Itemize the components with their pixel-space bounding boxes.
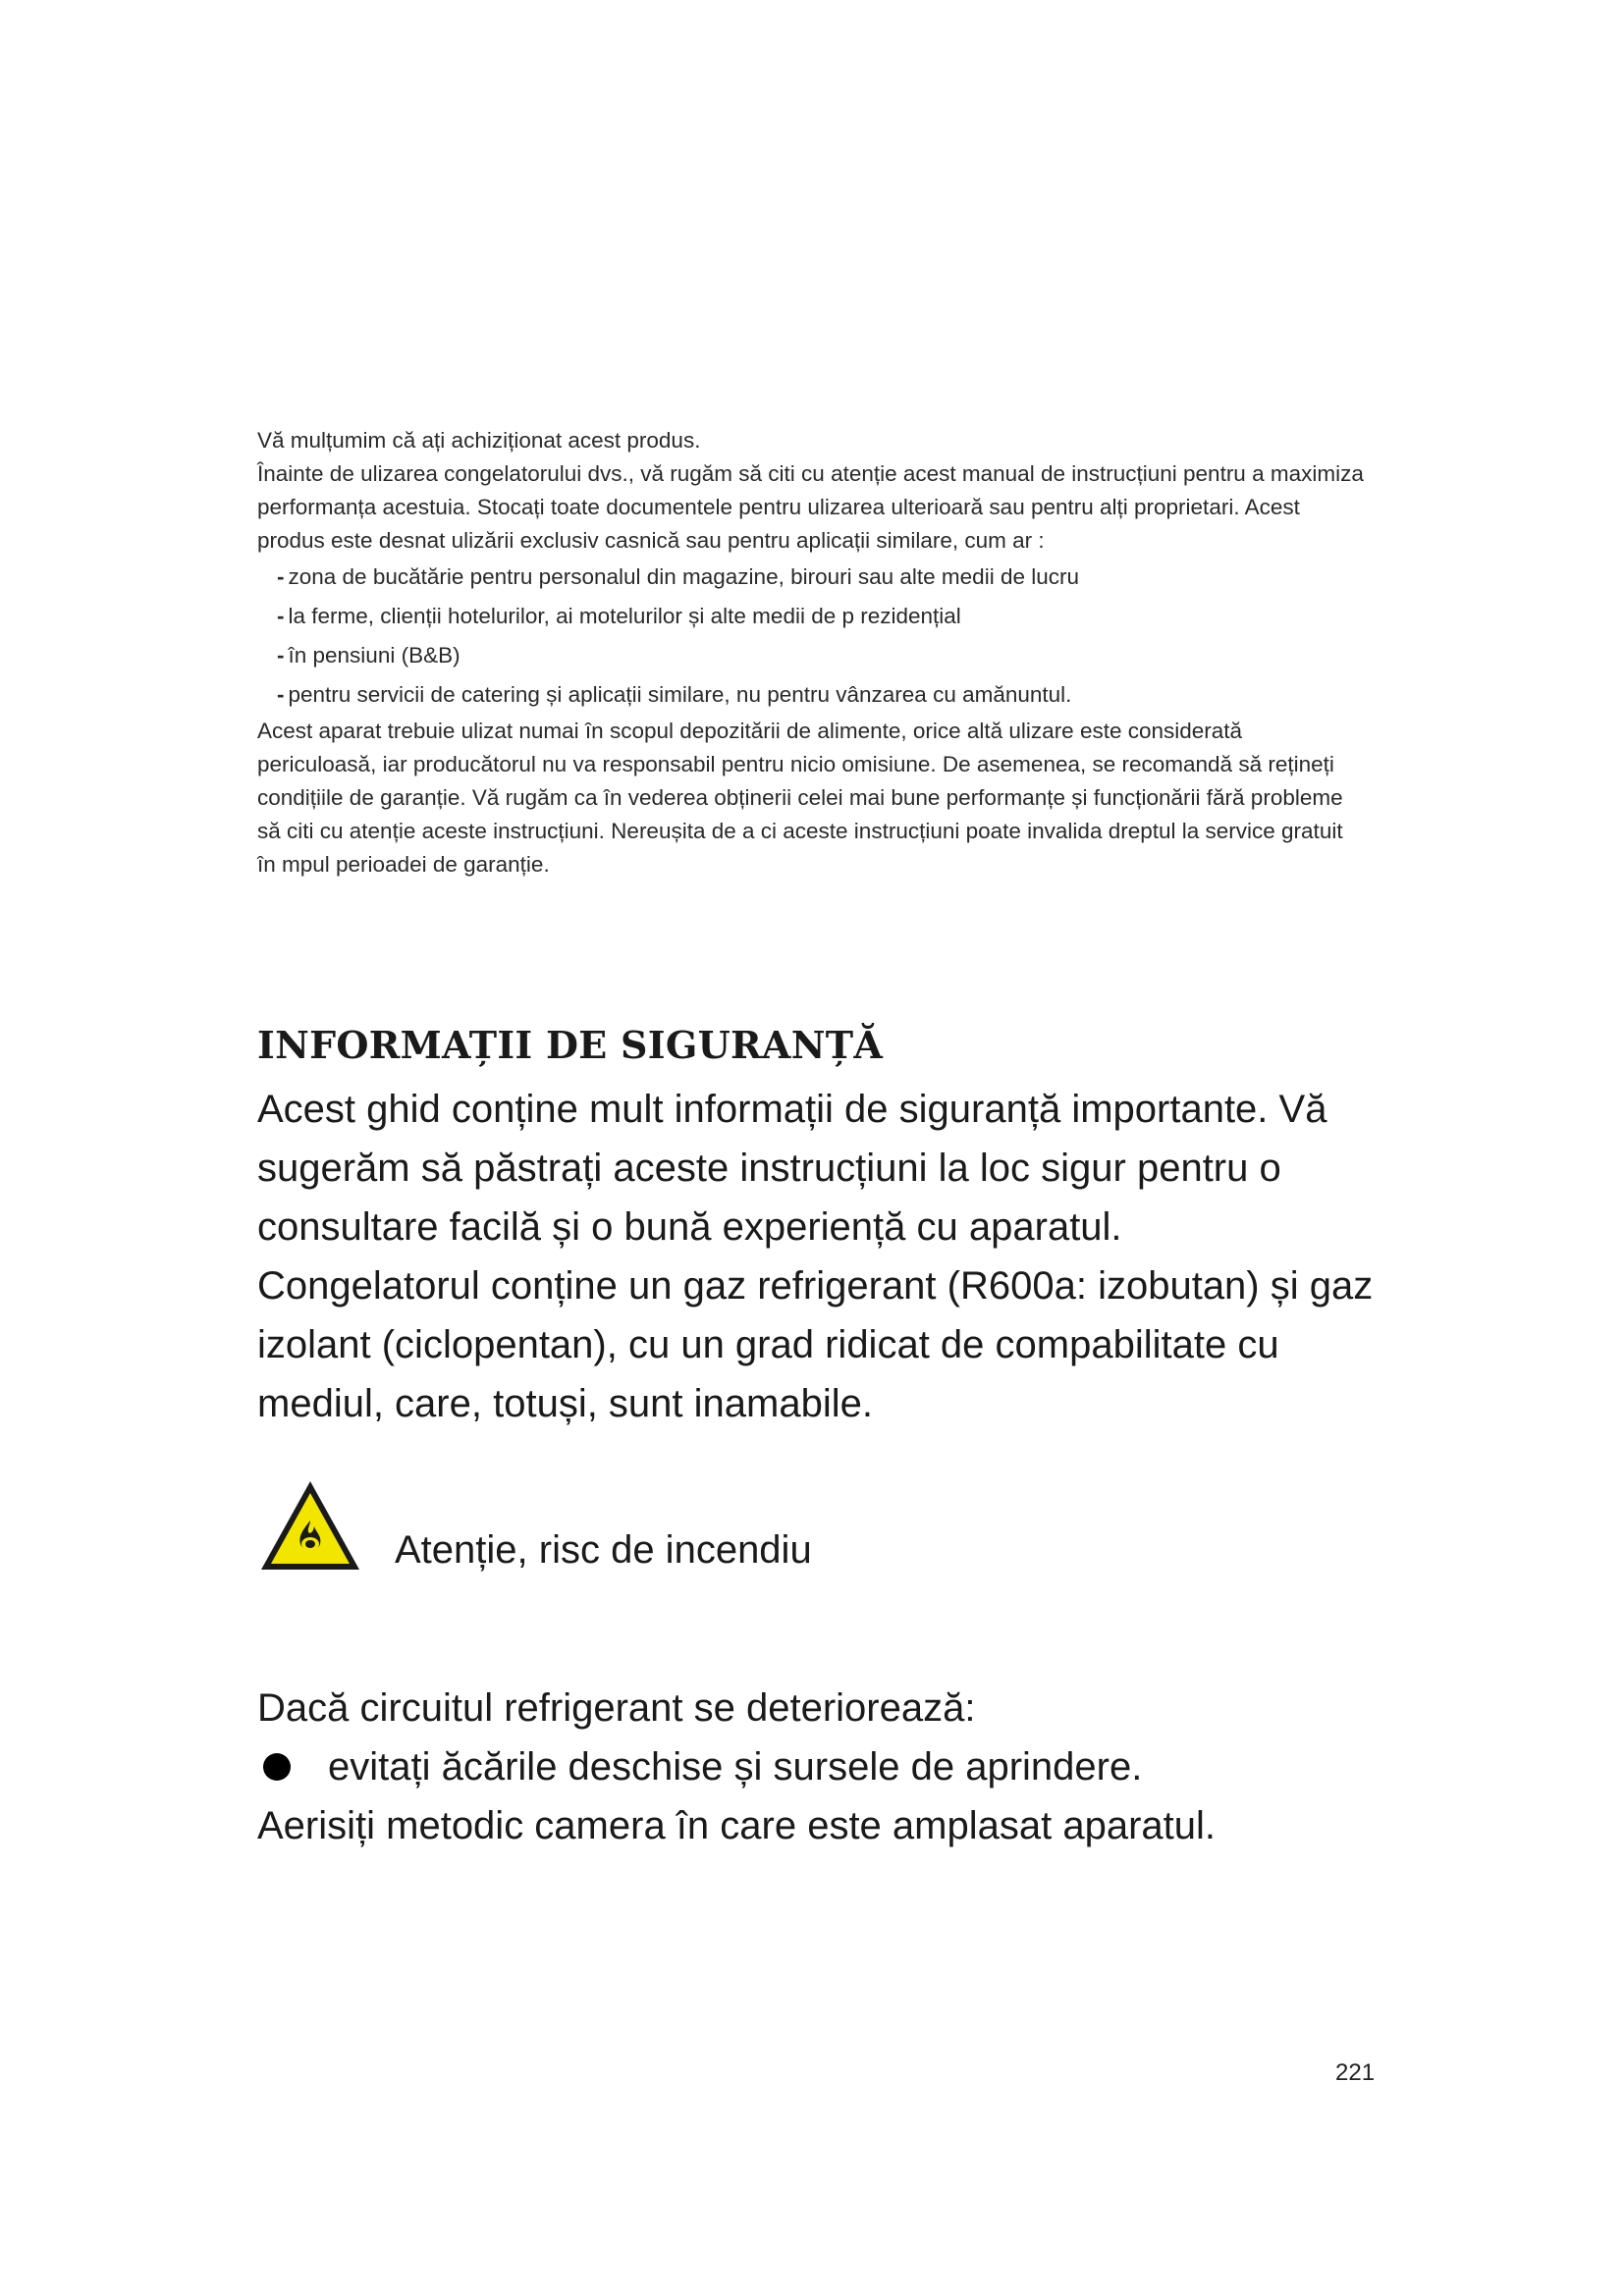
section-title: INFORMAȚII DE SIGURANȚĂ [257, 1023, 884, 1067]
damage-bullet-text: evitați ăcările deschise și sursele de aprindere. [328, 1745, 1143, 1789]
bullet-dot-icon [263, 1753, 291, 1781]
damage-after: Aerisiți metodic camera în care este amplasat aparatul. [257, 1804, 1216, 1847]
thanks-line: Vă mulțumim că ați achiziționat acest produs. [257, 428, 701, 453]
fire-warning [257, 1477, 1141, 1595]
list-item: - zona de bucătărie pentru personalul din magazine, birouri sau alte medii de lucru [277, 564, 1079, 589]
usage-list [257, 558, 1367, 715]
intro-section [257, 424, 1367, 881]
damage-section [257, 1679, 1416, 1855]
warning-label: Atenție, risc de incendiu [395, 1528, 812, 1572]
flammable-warning-icon [257, 1477, 363, 1575]
list-item [257, 1737, 1416, 1796]
intro-paragraph: Înainte de ulizarea congelatorului dvs., vă rugăm să citi cu atenție acest manual de instrucțiuni pentru a maximiza performanța acestuia. Stocați toate documentele pentru ulizarea ulterioară sau pentru alți proprietari. Acest produs este desnat ulizării exclusiv casnică sau pentru aplicații similare, cum ar : [257, 461, 1364, 553]
safety-section [257, 1011, 1416, 1433]
list-item: - pentru servicii de catering și aplicații similare, nu pentru vânzarea cu amănuntul. [277, 682, 1072, 707]
list-item: - în pensiuni (B&B) [277, 643, 460, 667]
safety-paragraph-1: Acest ghid conține mult informații de siguranță importante. Vă sugerăm să păstrați aceste instrucțiuni la loc sigur pentru o consultare facilă și o bună experiență cu aparatul. [257, 1088, 1327, 1249]
page-number: 221 [1335, 2059, 1376, 2086]
safety-paragraph-2: Congelatorul conține un gaz refrigerant (R600a: izobutan) și gaz izolant (ciclopentan), cu un grad ridicat de compabilitate cu mediul, care, totuși, sunt inamabile. [257, 1264, 1374, 1425]
closing-paragraph: Acest aparat trebuie ulizat numai în scopul depozitării de alimente, orice altă ulizare este considerată periculoasă, iar producătorul nu va responsabil pentru nicio omisiune. De asemenea, se recomandă să rețineți condițiile de garanție. Vă rugăm ca în vederea obținerii celei mai bune performanțe și funcționării fără probleme să citi cu atenție aceste instrucțiuni. Nereușita de a ci aceste instrucțiuni poate invalida dreptul la service gratuit în mpul perioadei de garanție. [257, 719, 1343, 877]
damage-lead: Dacă circuitul refrigerant se deteriorează: [257, 1686, 976, 1730]
list-item: - la ferme, clienții hotelurilor, ai motelurilor și alte medii de p rezidențial [277, 604, 961, 628]
